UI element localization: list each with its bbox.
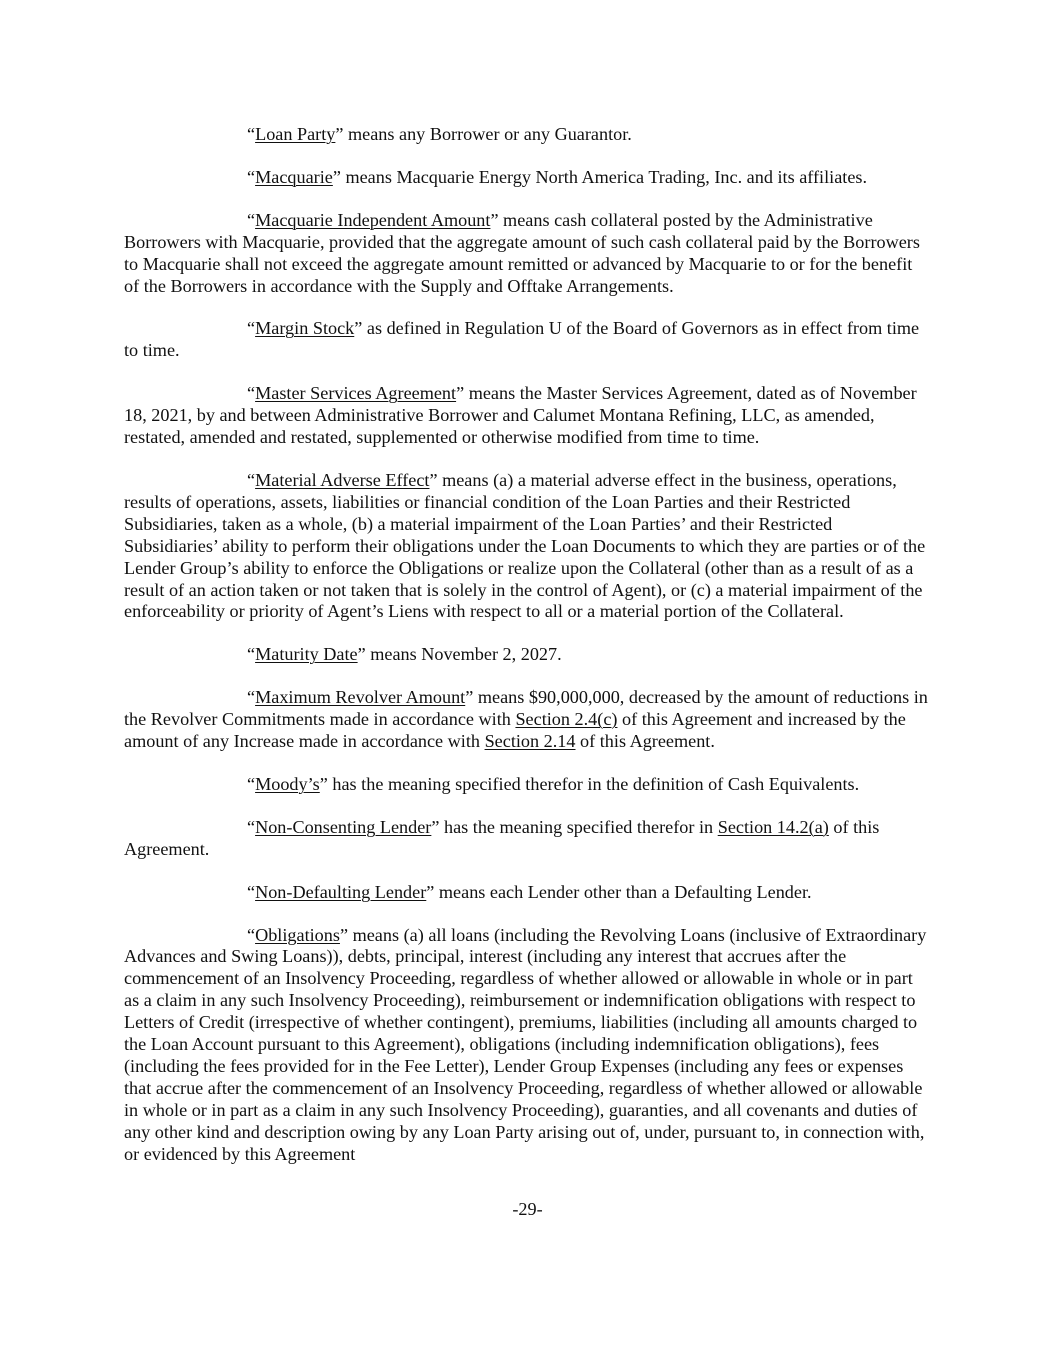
- definition-maturity-date: [124, 644, 930, 666]
- definition-text: “: [247, 166, 256, 187]
- definition-text: ” means (a) all loans (including the Revolving Loans (inclusive of Extraordinary Advances and Swing Loans)), debts, principal, interest (including any interest that accrues after the commencement of an Insolvency Proceeding, regardless of whether allowed or allowable in whole or in part as a claim in any such Insolvency Proceeding), reimbursement or indemnification obligations with respect to Letters of Credit (irrespective of whether contingent), premiums, liabilities (including all amounts charged to the Loan Account pursuant to this Agreement), obligations (including indemnification obligations), fees (including the fees provided for in the Fee Letter), Lender Group Expenses (including any fees or expenses that accrue after the commencement of an Insolvency Proceeding, regardless of whether allowed or allowable in whole or in part as a claim in any such Insolvency Proceeding), guaranties, and all covenants and duties of any other kind and description owing by any Loan Party arising out of, under, pursuant to, in connection with, or evidenced by this Agreement: [124, 924, 927, 1164]
- definition-text: “: [247, 209, 256, 230]
- definition-text: ” means (a) a material adverse effect in the business, operations, results of operations, assets, liabilities or financial condition of the Loan Parties and their Restricted Subsidiaries, taken as a whole, (b) a material impairment of the Loan Parties’ and their Restricted Subsidiaries’ ability to perform their obligations under the Loan Documents to which they are parties or of the Lender Group’s ability to enforce the Obligations or realize upon the Collateral (other than as a result of as a result of an action taken or not taken that is solely in the control of Agent), or (c) a material impairment of the enforceability or priority of Agent’s Liens with respect to all or a material portion of the Collateral.: [124, 469, 926, 622]
- definition-text: ” means any Borrower or any Guarantor.: [335, 124, 632, 144]
- definition-non-defaulting-lender: [124, 882, 930, 904]
- defined-term-reference: Moody’s: [255, 773, 320, 794]
- definition-moodys: [124, 774, 930, 796]
- defined-term-reference: Non-Consenting Lender: [255, 816, 432, 837]
- defined-term-reference: Maximum Revolver Amount: [255, 687, 466, 708]
- definition-text: ” means each Lender other than a Defaulting Lender.: [426, 881, 812, 902]
- definition-text: “: [247, 924, 256, 945]
- definition-macquarie: [124, 167, 930, 189]
- defined-term-reference: Section 2.14: [484, 731, 576, 752]
- defined-term-reference: Macquarie: [255, 166, 333, 187]
- definition-text: ” has the meaning specified therefor in the definition of Cash Equivalents.: [319, 773, 860, 794]
- definition-text: ” has the meaning specified therefor in: [431, 816, 718, 837]
- definition-text: of this Agreement.: [124, 816, 880, 859]
- definition-master-services-agreement: [124, 383, 930, 449]
- defined-term-reference: Loan Party: [255, 124, 336, 144]
- definition-text: “: [247, 644, 256, 665]
- definition-macquarie-independent-amount: [124, 210, 930, 298]
- defined-term-reference: Section 2.4(c): [515, 709, 618, 730]
- defined-term-reference: Material Adverse Effect: [255, 469, 430, 490]
- definition-loan-party: [124, 124, 930, 146]
- document-page: [124, 124, 930, 1187]
- definition-text: of this Agreement and increased by the amount of any Increase made in accordance with: [124, 709, 906, 752]
- definition-text: “: [247, 383, 256, 404]
- definition-text: “: [247, 469, 256, 490]
- defined-term-reference: Section 14.2(a): [717, 816, 829, 837]
- definition-text: ” means the Master Services Agreement, dated as of November 18, 2021, by and between Administrative Borrower and Calumet Montana Refining, LLC, as amended, restated, amended and restated, supplemented or otherwise modified from time to time.: [124, 383, 917, 448]
- definition-text: “: [247, 687, 256, 708]
- defined-term-reference: Maturity Date: [255, 644, 358, 665]
- definition-margin-stock: [124, 318, 930, 362]
- definition-material-adverse-effect: [124, 470, 930, 623]
- definition-text: of this Agreement.: [575, 731, 715, 752]
- definition-text: “: [247, 124, 256, 144]
- definition-text: “: [247, 881, 256, 902]
- defined-term-reference: Macquarie Independent Amount: [255, 209, 491, 230]
- definition-text: ” means cash collateral posted by the Administrative Borrowers with Macquarie, provided that the aggregate amount of such cash collateral paid by the Borrowers to Macquarie shall not exceed the aggregate amount remitted or advanced by Macquarie to or for the benefit of the Borrowers in accordance with the Supply and Offtake Arrangements.: [124, 209, 920, 296]
- definition-text: ” means November 2, 2027.: [357, 644, 562, 665]
- defined-term-reference: Master Services Agreement: [255, 383, 457, 404]
- defined-term-reference: Margin Stock: [255, 318, 355, 339]
- definition-text: ” as defined in Regulation U of the Board of Governors as in effect from time to time.: [124, 318, 920, 361]
- page-number: -29-: [512, 1199, 543, 1219]
- definition-text: “: [247, 816, 256, 837]
- defined-term-reference: Obligations: [255, 924, 340, 945]
- definition-obligations: [124, 925, 930, 1166]
- definition-text: “: [247, 318, 256, 339]
- definition-text: ” means $90,000,000, decreased by the amount of reductions in the Revolver Commitments made in accordance with: [124, 687, 928, 730]
- definition-maximum-revolver-amount: [124, 687, 930, 753]
- definition-text: “: [247, 773, 256, 794]
- definition-text: ” means Macquarie Energy North America Trading, Inc. and its affiliates.: [332, 166, 868, 187]
- defined-term-reference: Non-Defaulting Lender: [255, 881, 427, 902]
- definition-non-consenting-lender: [124, 817, 930, 861]
